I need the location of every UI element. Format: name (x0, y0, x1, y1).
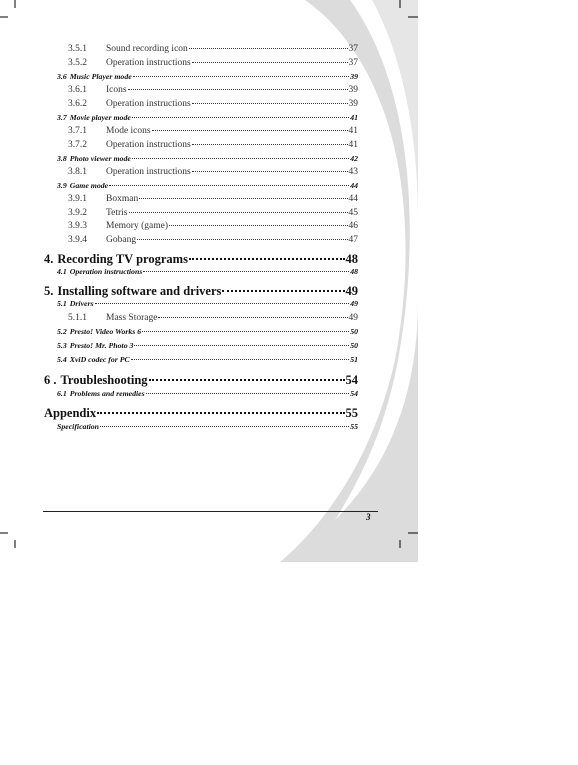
toc-entry-page: 55 (345, 406, 358, 420)
toc-dot-leader (146, 393, 350, 394)
toc-entry-page: 54 (345, 373, 358, 387)
toc-entry-title: Drivers (69, 299, 94, 308)
toc-entry-page: 44 (348, 194, 358, 204)
toc-entry-number: 5. (44, 284, 54, 298)
toc-entry[interactable] (57, 342, 358, 350)
page-number: 3 (366, 512, 371, 522)
toc-entry-number: 3.5.2 (68, 58, 87, 68)
toc-entry-page: 37 (348, 44, 358, 54)
toc-entry-title: Boxman (106, 194, 139, 204)
toc-entry-title: Specification (57, 422, 100, 431)
toc-entry-page: 48 (345, 252, 358, 266)
toc-entry-number: 3.8.1 (68, 167, 87, 177)
toc-dot-leader (192, 171, 348, 172)
toc-dot-leader (189, 258, 345, 260)
toc-entry[interactable] (44, 253, 358, 266)
toc-entry-page: 41 (348, 126, 358, 136)
toc-entry-number: 3.6.2 (68, 99, 87, 109)
toc-dot-leader (143, 271, 349, 272)
toc-entry-page: 41 (350, 113, 358, 122)
toc-entry-title: Appendix (44, 406, 97, 420)
footer-rule (43, 511, 378, 512)
toc-entry-title: Operation instructions (106, 58, 191, 68)
toc-entry-number: 3.5.1 (68, 44, 87, 54)
toc-entry-title: Presto! Video Works 6 (69, 327, 142, 336)
toc-entry-title: Operation instructions (106, 99, 191, 109)
toc-entry-number: 3.9 (57, 181, 67, 190)
toc-dot-leader (131, 359, 349, 360)
toc-dot-leader (222, 290, 344, 292)
toc-entry-title: Mass Storage (106, 313, 158, 323)
toc-entry-title: Recording TV programs (57, 252, 188, 266)
toc-entry[interactable] (68, 222, 358, 232)
toc-entry-page: 47 (348, 235, 358, 245)
toc-entry-page: 46 (348, 221, 358, 231)
toc-entry-number: 3.7.1 (68, 126, 87, 136)
toc-entry-page: 42 (350, 154, 358, 163)
toc-entry-number: 6.1 (57, 389, 67, 398)
toc-dot-leader (142, 331, 349, 332)
toc-entry-title: Operation instructions (69, 267, 143, 276)
toc-entry[interactable] (68, 86, 358, 96)
toc-entry-title: Game mode (69, 181, 109, 190)
toc-entry[interactable] (68, 127, 358, 137)
toc-dot-leader (149, 379, 345, 381)
toc-entry[interactable] (57, 300, 358, 308)
toc-entry[interactable] (57, 182, 358, 190)
toc-dot-leader (192, 62, 348, 63)
toc-entry-title: Gobang (106, 235, 137, 245)
toc-entry-number: 3.9.1 (68, 194, 87, 204)
toc-dot-leader (128, 89, 348, 90)
toc-entry-title: Mode icons (106, 126, 151, 136)
toc-entry-number: 5.1.1 (68, 313, 87, 323)
toc-entry-page: 50 (350, 327, 358, 336)
toc-entry-number: 5.2 (57, 327, 67, 336)
toc-entry[interactable] (57, 268, 358, 276)
toc-entry-page: 49 (345, 284, 358, 298)
toc-entry-title: Icons (106, 85, 127, 95)
toc-entry[interactable] (57, 423, 358, 431)
toc-entry-title: Troubleshooting (60, 373, 148, 387)
toc-dot-leader (134, 345, 349, 346)
toc-entry-title: Music Player mode (69, 72, 132, 81)
toc-entry-page: 49 (348, 313, 358, 323)
toc-entry-number: 3.7.2 (68, 140, 87, 150)
toc-dot-leader (97, 412, 344, 414)
toc-entry-page: 54 (350, 389, 358, 398)
toc-entry-title: Sound recording icon (106, 44, 188, 54)
toc-entry-page: 55 (350, 422, 358, 431)
toc-entry-title: Memory (game) (106, 221, 168, 231)
toc-entry[interactable] (57, 114, 358, 122)
toc-entry-number: 5.3 (57, 341, 67, 350)
toc-dot-leader (109, 185, 349, 186)
toc-dot-leader (95, 303, 350, 304)
toc-entry[interactable] (68, 141, 358, 151)
toc-entry-number: 4. (44, 252, 54, 266)
toc-entry[interactable] (44, 374, 358, 387)
toc-entry[interactable] (57, 390, 358, 398)
toc-entry[interactable] (57, 155, 358, 163)
toc-entry-number: 3.7 (57, 113, 67, 122)
toc-dot-leader (133, 76, 350, 77)
toc-entry[interactable] (68, 45, 358, 55)
toc-entry[interactable] (44, 285, 358, 298)
toc-dot-leader (137, 239, 347, 240)
toc-entry[interactable] (68, 314, 358, 324)
toc-entry[interactable] (57, 73, 358, 81)
toc-entry-page: 39 (348, 99, 358, 109)
toc-entry-page: 50 (350, 341, 358, 350)
toc-entry-page: 37 (348, 58, 358, 68)
toc-entry[interactable] (68, 168, 358, 178)
toc-entry-page: 51 (350, 355, 358, 364)
toc-entry-page: 48 (350, 267, 358, 276)
toc-entry[interactable] (68, 209, 358, 219)
toc-dot-leader (158, 317, 347, 318)
toc-entry-title: Photo viewer mode (69, 154, 131, 163)
toc-entry-title: Tetris (106, 208, 128, 218)
toc-entry-page: 43 (348, 167, 358, 177)
toc-entry-title: XviD codec for PC (69, 355, 130, 364)
toc-dot-leader (189, 48, 348, 49)
toc-entry-title: Presto! Mr. Photo 3 (69, 341, 134, 350)
toc-dot-leader (192, 144, 348, 145)
toc-entry-number: 6 . (44, 373, 57, 387)
toc-entry-number: 3.6 (57, 72, 67, 81)
toc-entry-number: 3.8 (57, 154, 67, 163)
toc-entry-title: Movie player mode (69, 113, 131, 122)
toc-entry[interactable] (57, 356, 358, 364)
toc-entry-page: 39 (348, 85, 358, 95)
toc-entry-page: 44 (350, 181, 358, 190)
toc-entry-number: 5.4 (57, 355, 67, 364)
toc-entry-page: 41 (348, 140, 358, 150)
toc-entry[interactable] (57, 328, 358, 336)
toc-entry-number: 3.9.2 (68, 208, 87, 218)
toc-entry-number: 5.1 (57, 299, 67, 308)
toc-entry-title: Problems and remedies (69, 389, 145, 398)
toc-entry-title: Operation instructions (106, 140, 191, 150)
toc-dot-leader (152, 130, 348, 131)
toc-entry[interactable] (44, 407, 358, 420)
toc-dot-leader (132, 117, 349, 118)
toc-entry-page: 39 (350, 72, 358, 81)
toc-entry-title: Installing software and drivers (57, 284, 222, 298)
toc-dot-leader (169, 225, 348, 226)
toc-entry[interactable] (68, 195, 358, 205)
toc-entry-number: 3.9.4 (68, 235, 87, 245)
toc-entry[interactable] (68, 100, 358, 110)
toc-dot-leader (139, 198, 347, 199)
toc-entry-number: 4.1 (57, 267, 67, 276)
toc-dot-leader (132, 158, 349, 159)
toc-entry-title: Operation instructions (106, 167, 191, 177)
toc-dot-leader (100, 426, 349, 427)
toc-dot-leader (129, 212, 348, 213)
toc-entry[interactable] (68, 59, 358, 69)
toc-entry[interactable] (68, 236, 358, 246)
toc-entry-number: 3.9.3 (68, 221, 87, 231)
toc-entry-number: 3.6.1 (68, 85, 87, 95)
toc-entry-page: 49 (350, 299, 358, 308)
toc-entry-page: 45 (348, 208, 358, 218)
toc-dot-leader (192, 103, 348, 104)
